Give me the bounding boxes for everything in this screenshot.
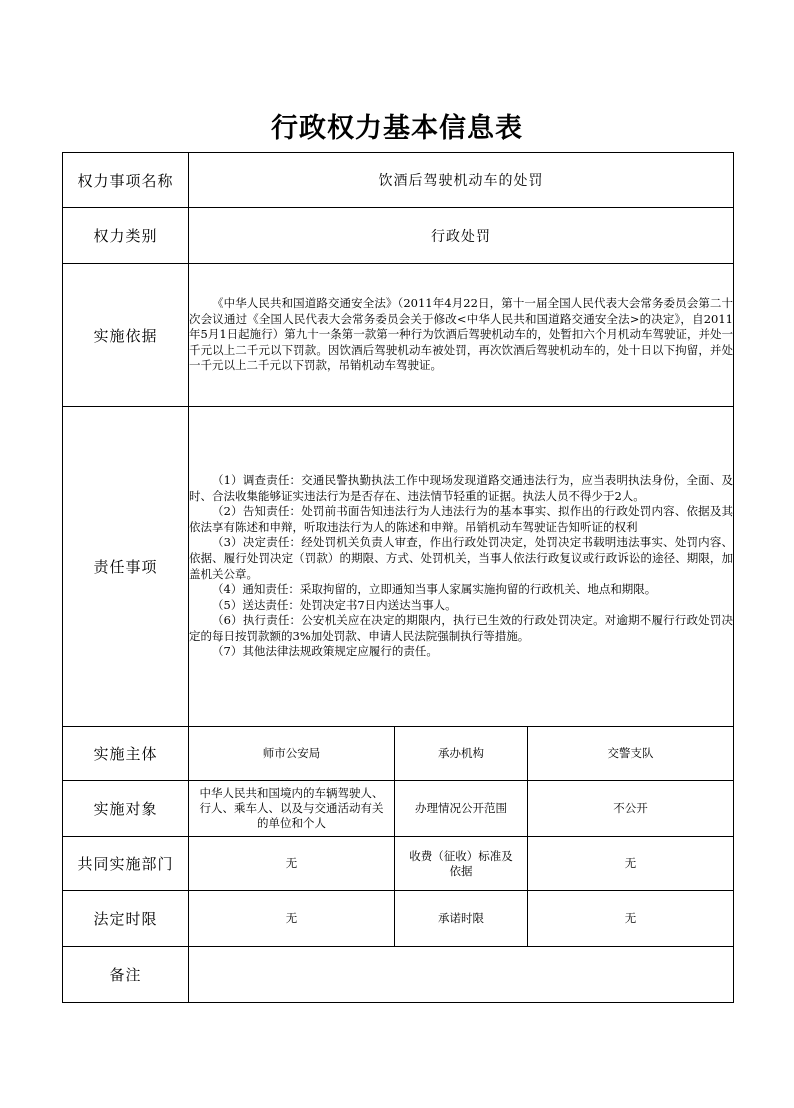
row-limit — [63, 891, 734, 947]
row-responsibility — [63, 407, 734, 727]
label-remark: 备注 — [63, 947, 189, 1003]
basis-text: 《中华人民共和国道路交通安全法》（2011年4月22日，第十一届全国人民代表大会常务委员会第二十次会议通过《全国人民代表大会常务委员会关于修改<中华人民共和国道路交通安全法>的决定》，自2011年5月1日起施行）第九十一条第一款第一种行为饮酒后驾驶机动车的，处暂扣六个月机动车驾驶证，并处一千元以上二千元以下罚款。因饮酒后驾驶机动车被处罚，再次饮酒后驾驶机动车的，处十日以下拘留，并处一千元以上二千元以下罚款，吊销机动车驾驶证。 — [189, 296, 734, 373]
value-remark — [189, 947, 734, 1003]
label-joint-dept: 共同实施部门 — [63, 837, 189, 891]
value-category: 行政处罚 — [189, 208, 734, 264]
responsibility-item: （2）告知责任：处罚前书面告知违法行为人违法行为的基本事实、拟作出的行政处罚内容、依据及其依法享有陈述和申辩，听取违法行为人的陈述和申辩。吊销机动车驾驶证告知听证的权利 — [189, 504, 734, 534]
value-joint-dept: 无 — [189, 837, 395, 891]
responsibility-item: （6）执行责任：公安机关应在决定的期限内，执行已生效的行政处罚决定。对逾期不履行行政处罚决定的每日按罚款额的3%加处罚款、申请人民法院强制执行等措施。 — [189, 613, 734, 643]
row-joint — [63, 837, 734, 891]
value-disclosure-scope: 不公开 — [528, 781, 734, 837]
label-target: 实施对象 — [63, 781, 189, 837]
value-subject: 师市公安局 — [189, 727, 395, 781]
page-title: 行政权力基本信息表 — [271, 113, 523, 144]
value-legal-limit: 无 — [189, 891, 395, 947]
row-subject — [63, 727, 734, 781]
label-responsibility: 责任事项 — [63, 407, 189, 727]
label-handling-org: 承办机构 — [395, 727, 528, 781]
row-basis — [63, 264, 734, 407]
row-target — [63, 781, 734, 837]
row-remark — [63, 947, 734, 1003]
row-item-name — [63, 153, 734, 208]
label-category: 权力类别 — [63, 208, 189, 264]
label-promise-limit: 承诺时限 — [395, 891, 528, 947]
label-subject: 实施主体 — [63, 727, 189, 781]
responsibility-item: （7）其他法律法规政策规定应履行的责任。 — [212, 644, 438, 659]
label-item-name: 权力事项名称 — [63, 153, 189, 208]
label-basis: 实施依据 — [63, 264, 189, 407]
value-basis — [189, 264, 734, 407]
responsibility-item: （3）决定责任：经处罚机关负责人审查，作出行政处罚决定，处罚决定书载明违法事实、处罚内容、依据、履行处罚决定（罚款）的期限、方式、处罚机关，当事人依法行政复议或行政诉讼的途径、期限，加盖机关公章。 — [189, 535, 734, 581]
value-fee-standard: 无 — [528, 837, 734, 891]
responsibility-item: （1）调查责任：交通民警执勤执法工作中现场发现道路交通违法行为，应当表明执法身份，全面、及时、合法收集能够证实违法行为是否存在、违法情节轻重的证据。执法人员不得少于2人。 — [189, 472, 734, 503]
label-disclosure-scope: 办理情况公开范围 — [395, 781, 528, 837]
responsibility-item: （4）通知责任：采取拘留的，立即通知当事人家属实施拘留的行政机关、地点和期限。 — [212, 582, 657, 597]
info-table — [62, 152, 734, 1003]
label-fee-standard: 收费（征收）标准及依据 — [395, 837, 528, 891]
value-item-name: 饮酒后驾驶机动车的处罚 — [189, 153, 734, 208]
responsibility-item: （5）送达责任：处罚决定书7日内送达当事人。 — [212, 597, 457, 612]
row-category — [63, 208, 734, 264]
label-legal-limit: 法定时限 — [63, 891, 189, 947]
value-target: 中华人民共和国境内的车辆驾驶人、行人、乘车人、以及与交通活动有关的单位和个人 — [189, 781, 395, 837]
value-responsibility — [189, 407, 734, 727]
value-promise-limit: 无 — [528, 891, 734, 947]
value-handling-org: 交警支队 — [528, 727, 734, 781]
